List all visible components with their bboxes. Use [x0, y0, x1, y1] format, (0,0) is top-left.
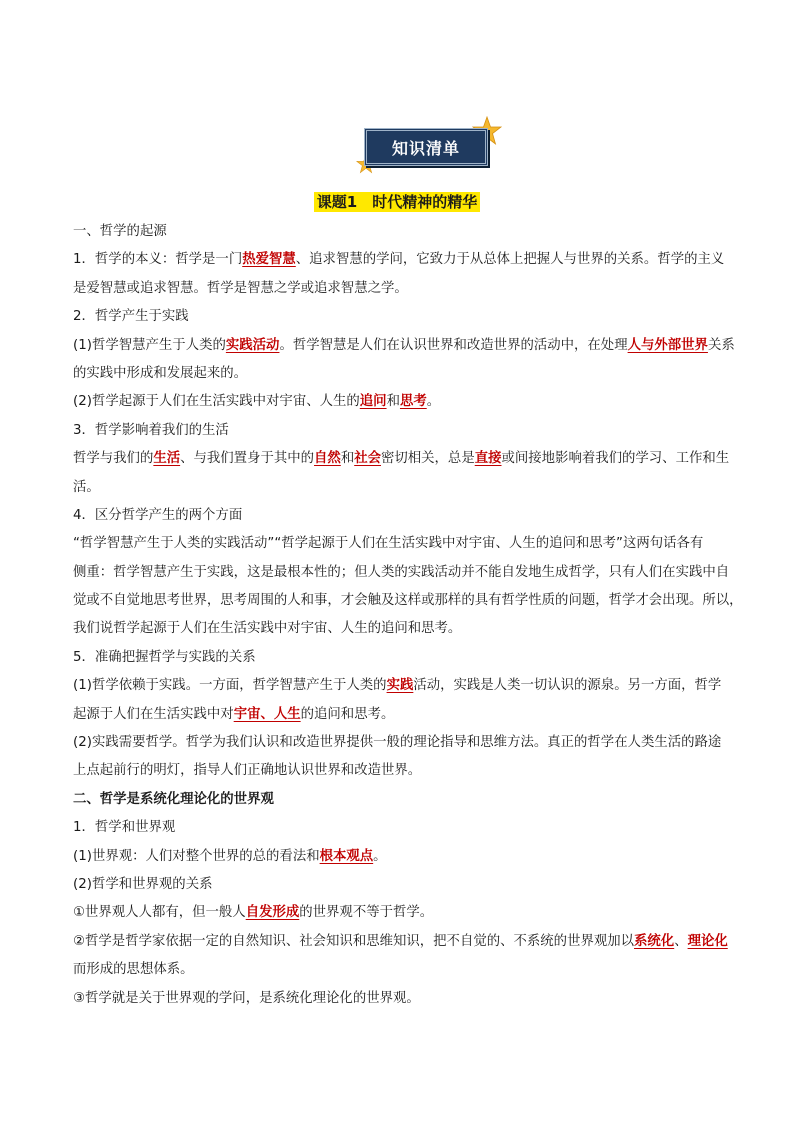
knowledge-list-badge — [356, 116, 506, 176]
document-body — [73, 218, 785, 1013]
text-segment: 二、哲学是系统化理论化的世界观 — [73, 791, 274, 807]
section-heading — [73, 218, 785, 246]
keyword: 思考 — [399, 394, 427, 410]
keyword: 自发形成 — [245, 905, 300, 921]
text-segment: (2)哲学和世界观的关系 — [73, 876, 213, 892]
text-segment: (1)哲学智慧产生于人类的 — [73, 337, 226, 353]
keyword: 宇宙、人生 — [233, 706, 301, 722]
keyword: 直接 — [474, 451, 502, 467]
lesson-title-text: 课题1 时代精神的精华 — [314, 192, 480, 212]
text-segment: (1)世界观：人们对整个世界的总的看法和 — [73, 848, 320, 864]
text-segment: 5．准确把握哲学与实践的关系 — [73, 649, 256, 665]
text-line — [73, 530, 785, 558]
lesson-title — [0, 191, 794, 212]
keyword: 自然 — [314, 451, 341, 467]
text-line — [73, 899, 785, 927]
text-segment: ③哲学就是关于世界观的学问，是系统化理论化的世界观。 — [73, 990, 420, 1006]
text-segment: ①世界观人人都有，但一般人 — [73, 905, 246, 921]
text-line — [73, 502, 785, 530]
text-segment: 而形成的思想体系。 — [73, 962, 194, 978]
text-line — [73, 928, 785, 956]
text-line — [73, 814, 785, 842]
text-segment: 觉或不自觉地思考世界，思考周围的人和事，才会触及这样或那样的具有哲学性质的问题，哲学才会出现。所以， — [73, 593, 743, 609]
keyword: 理论化 — [687, 933, 728, 949]
text-segment: 、与我们置身于其中的 — [180, 451, 315, 467]
text-segment: 侧重：哲学智慧产生于实践，这是最根本性的；但人类的实践活动并不能自发地生成哲学，只有人们在实践中自 — [73, 564, 730, 580]
keyword: 热爱智慧 — [242, 252, 296, 268]
text-line — [73, 474, 785, 502]
text-line — [73, 303, 785, 331]
text-segment: 的追问和思考。 — [300, 706, 395, 722]
keyword: 追问 — [359, 394, 387, 410]
text-line — [73, 701, 785, 729]
text-line — [73, 587, 785, 615]
text-segment: 的世界观不等于哲学。 — [299, 905, 434, 921]
text-segment: (2)实践需要哲学。哲学为我们认识和改造世界提供一般的理论指导和思维方法。真正的哲学在人类生活的路途 — [73, 735, 722, 751]
text-segment: 或间接地影响着我们的学习、工作和生 — [501, 451, 730, 467]
text-segment: 和 — [386, 394, 400, 410]
badge-label: 知识清单 — [364, 128, 488, 166]
text-segment: 起源于人们在生活实践中对 — [73, 706, 234, 722]
keyword: 根本观点 — [319, 848, 374, 864]
text-line — [73, 275, 785, 303]
text-line — [73, 332, 785, 360]
text-line — [73, 985, 785, 1013]
keyword: 实践 — [386, 678, 414, 694]
keyword: 系统化 — [634, 933, 675, 949]
text-segment: 3．哲学影响着我们的生活 — [73, 422, 229, 438]
text-line — [73, 871, 785, 899]
text-segment: 是爱智慧或追求智慧。哲学是智慧之学或追求智慧之学。 — [73, 280, 408, 296]
text-segment: 活动，实践是人类一切认识的源泉。另一方面，哲学 — [413, 678, 722, 694]
text-line — [73, 843, 785, 871]
text-line — [73, 246, 785, 274]
text-line — [73, 417, 785, 445]
text-segment: 。哲学智慧是人们在认识世界和改造世界的活动中，在处理 — [279, 337, 628, 353]
text-segment: 2．哲学产生于实践 — [73, 309, 189, 325]
keyword: 社会 — [354, 451, 381, 467]
text-segment: 我们说哲学起源于人们在生活实践中对宇宙、人生的追问和思考。 — [73, 621, 462, 637]
text-segment: 哲学与我们的 — [73, 451, 154, 467]
text-segment: “哲学智慧产生于人类的实践活动”“哲学起源于人们在生活实践中对宇宙、人生的追问和思考”这两句话各有 — [73, 536, 704, 552]
text-segment: 关系 — [707, 337, 735, 353]
text-segment: ②哲学是哲学家依据一定的自然知识、社会知识和思维知识，把不自觉的、不系统的世界观加以 — [73, 933, 635, 949]
text-line — [73, 615, 785, 643]
text-segment: 。 — [426, 394, 441, 410]
text-segment: 活。 — [73, 479, 100, 495]
text-segment: 1．哲学的本义：哲学是一门 — [73, 252, 243, 268]
text-segment: 、 — [674, 933, 688, 949]
text-line — [73, 956, 785, 984]
text-segment: 和 — [340, 451, 355, 467]
keyword: 人与外部世界 — [627, 337, 708, 353]
text-segment: 一、哲学的起源 — [73, 224, 167, 239]
text-segment: 、追求智慧的学问，它致力于从总体上把握人与世界的关系。哲学的主义 — [295, 252, 725, 268]
text-line — [73, 757, 785, 785]
text-segment: (1)哲学依赖于实践。一方面，哲学智慧产生于人类的 — [73, 678, 387, 694]
text-segment: 1．哲学和世界观 — [73, 820, 176, 836]
keyword: 实践活动 — [225, 337, 280, 353]
text-line — [73, 360, 785, 388]
text-line — [73, 729, 785, 757]
text-line — [73, 445, 785, 473]
keyword: 生活 — [153, 451, 181, 467]
text-segment: 密切相关，总是 — [380, 451, 475, 467]
text-segment: 4．区分哲学产生的两个方面 — [73, 507, 243, 523]
text-line — [73, 672, 785, 700]
text-line — [73, 644, 785, 672]
text-line — [73, 559, 785, 587]
text-segment: (2)哲学起源于人们在生活实践中对宇宙、人生的 — [73, 394, 360, 410]
text-segment: 的实践中形成和发展起来的。 — [73, 365, 248, 381]
text-segment: 上点起前行的明灯，指导人们正确地认识世界和改造世界。 — [73, 763, 422, 779]
text-segment: 。 — [373, 848, 387, 864]
section-heading — [73, 786, 785, 814]
text-line — [73, 388, 785, 416]
